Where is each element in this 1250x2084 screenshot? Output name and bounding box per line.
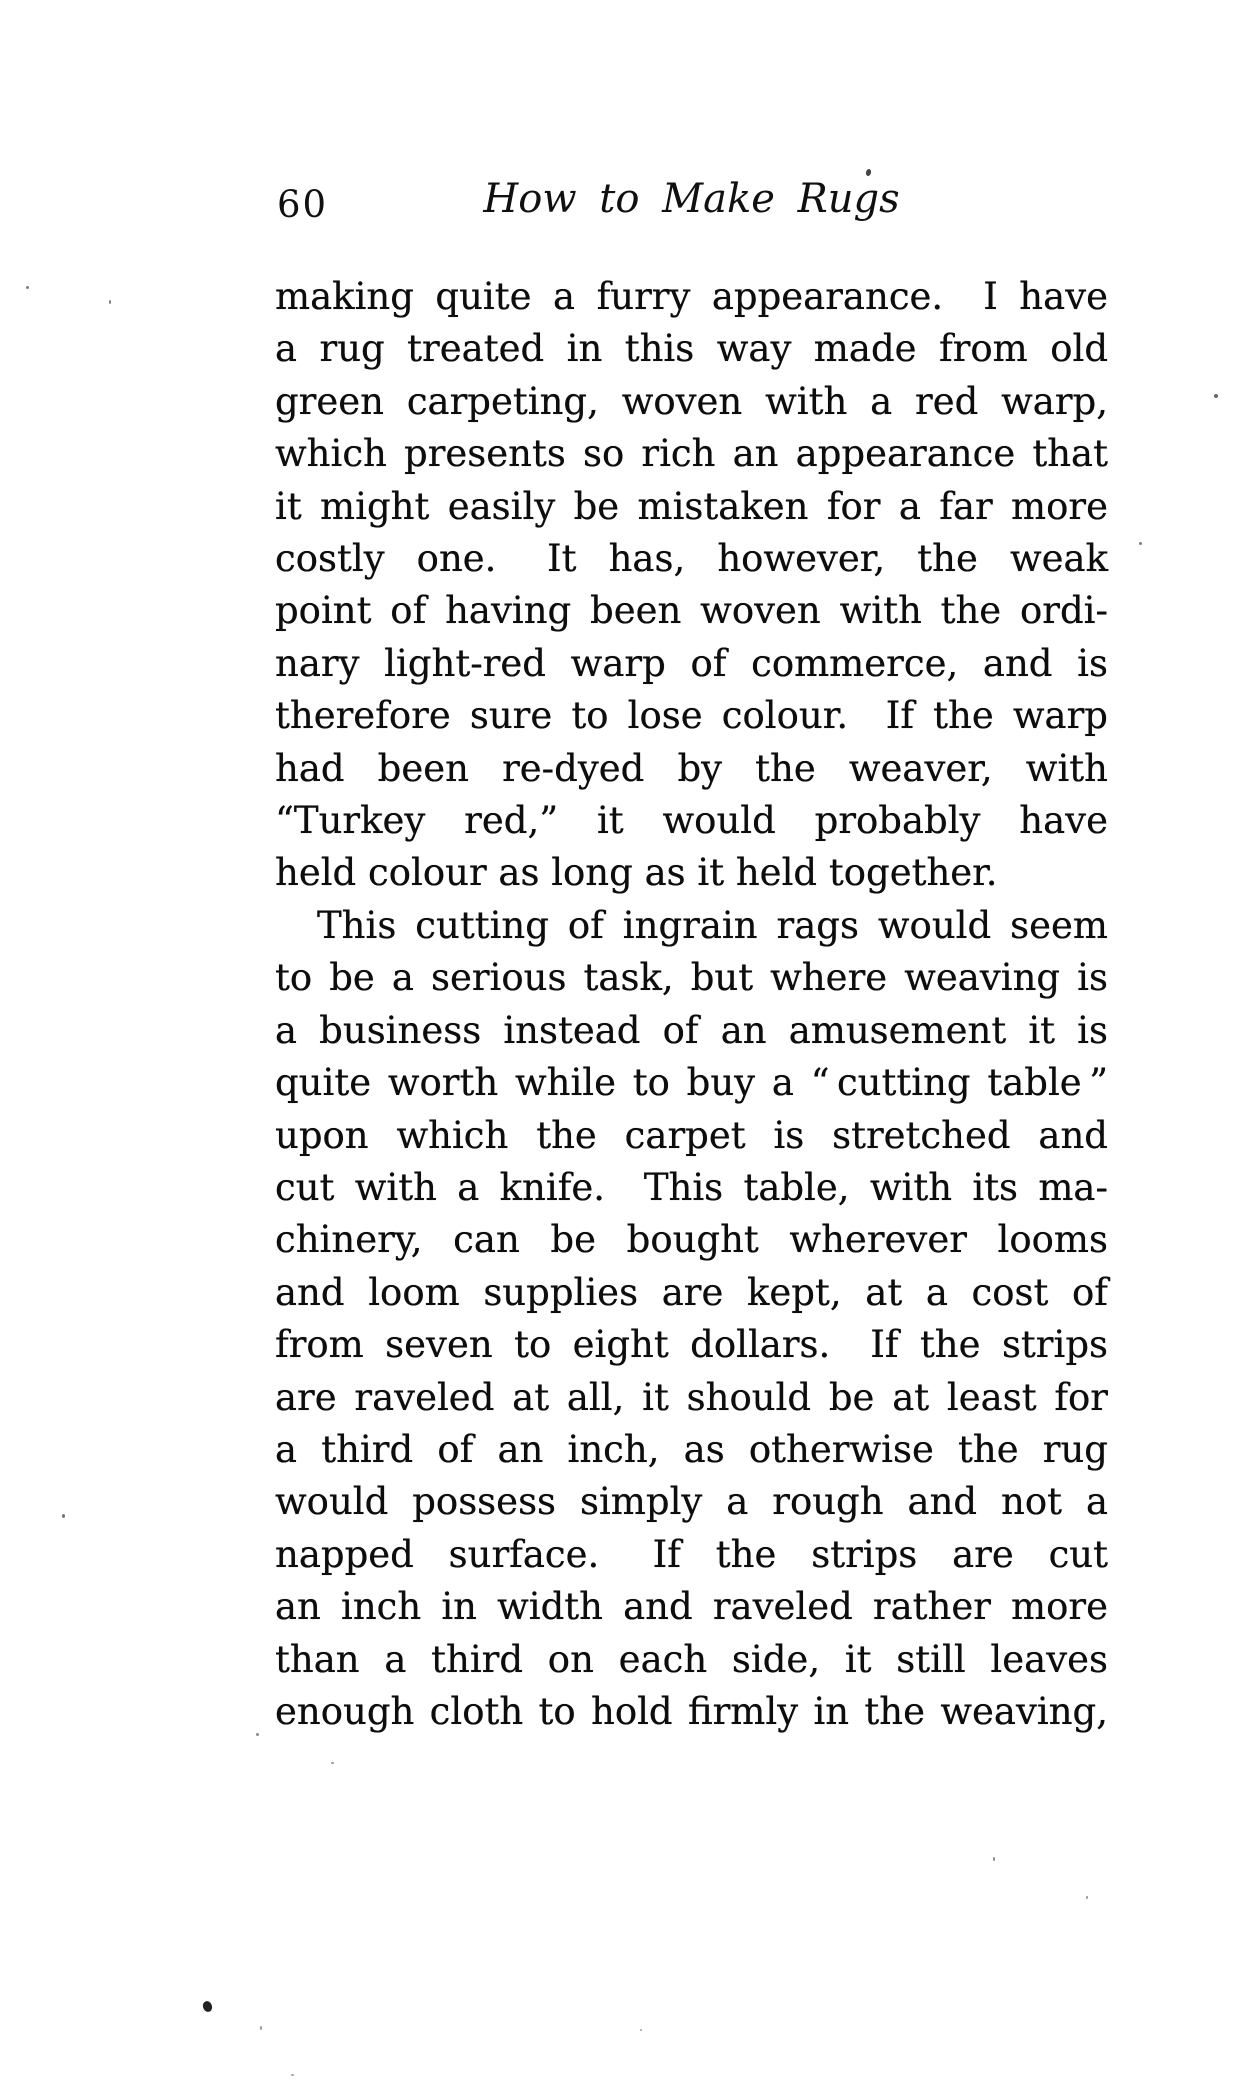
ink-speck bbox=[201, 2000, 213, 2013]
text-line: than a third on each side, it still leaves bbox=[275, 1637, 1108, 1681]
page-title: How to Make Rugs bbox=[483, 176, 900, 222]
ink-speck bbox=[1139, 542, 1142, 545]
text-line: chinery, can be bought wherever looms bbox=[275, 1218, 1108, 1262]
text-line: “Turkey red,” it would probably have bbox=[275, 799, 1108, 843]
text-line: which presents so rich an appearance that bbox=[275, 432, 1108, 476]
text-line: napped surface. If the strips are cut bbox=[275, 1532, 1108, 1576]
ink-speck bbox=[993, 1857, 995, 1861]
text-line: had been re-dyed by the weaver, with bbox=[275, 746, 1108, 790]
ink-speck bbox=[331, 1762, 334, 1764]
text-line: quite worth while to buy a “ cutting table ” bbox=[275, 1061, 1108, 1105]
ink-speck bbox=[256, 1733, 259, 1736]
text-line: from seven to eight dollars. If the strips bbox=[275, 1323, 1108, 1367]
text-line: a third of an inch, as otherwise the rug bbox=[275, 1427, 1108, 1471]
text-line: a rug treated in this way made from old bbox=[275, 327, 1108, 371]
ink-speck bbox=[260, 2026, 262, 2030]
text-line: nary light-red warp of commerce, and is bbox=[275, 641, 1108, 685]
text-line: held colour as long as it held together. bbox=[275, 851, 998, 895]
text-line: This cutting of ingrain rags would seem bbox=[317, 903, 1108, 947]
text-line: would possess simply a rough and not a bbox=[275, 1480, 1108, 1524]
text-line: enough cloth to hold firmly in the weaving, bbox=[275, 1689, 1108, 1733]
text-line: point of having been woven with the ordi- bbox=[275, 589, 1108, 633]
text-line: it might easily be mistaken for a far more bbox=[275, 484, 1108, 528]
ink-speck bbox=[109, 300, 111, 304]
running-head bbox=[275, 176, 1108, 228]
page-number: 60 bbox=[277, 183, 329, 226]
ink-speck bbox=[291, 2074, 294, 2076]
text-line: therefore sure to lose colour. If the warp bbox=[275, 694, 1108, 738]
text-line: a business instead of an amusement it is bbox=[275, 1008, 1108, 1052]
text-line: cut with a knife. This table, with its ma- bbox=[275, 1165, 1108, 1209]
text-line: an inch in width and raveled rather more bbox=[275, 1585, 1108, 1629]
ink-speck bbox=[26, 286, 29, 289]
text-line: to be a serious task, but where weaving is bbox=[275, 956, 1108, 1000]
text-line: costly one. It has, however, the weak bbox=[275, 537, 1108, 581]
text-line: upon which the carpet is stretched and bbox=[275, 1113, 1108, 1157]
ink-speck bbox=[640, 2029, 642, 2031]
ink-speck bbox=[1086, 1896, 1088, 1899]
body-text bbox=[275, 271, 1108, 1738]
text-line: are raveled at all, it should be at least for bbox=[275, 1375, 1108, 1419]
ink-speck bbox=[62, 1514, 65, 1518]
text-line: green carpeting, woven with a red warp, bbox=[275, 379, 1108, 423]
text-line: and loom supplies are kept, at a cost of bbox=[275, 1270, 1108, 1314]
text-line: making quite a furry appearance. I have bbox=[275, 275, 1108, 318]
ink-speck bbox=[1214, 394, 1218, 398]
